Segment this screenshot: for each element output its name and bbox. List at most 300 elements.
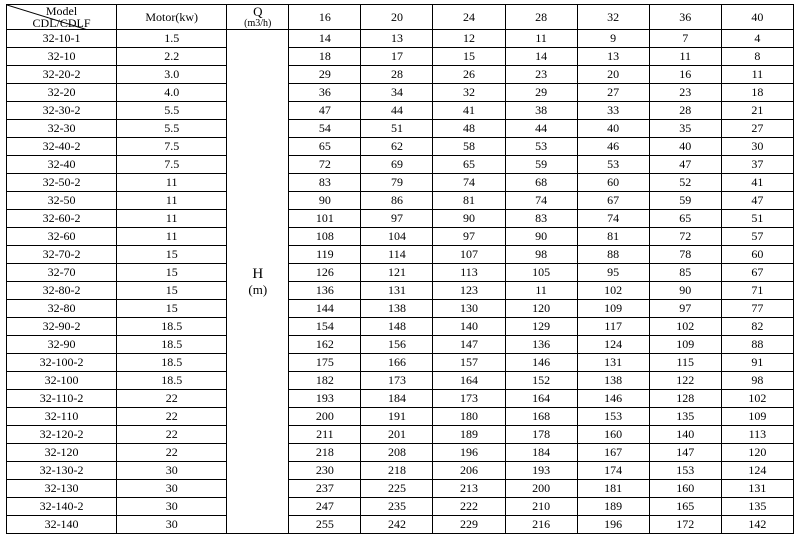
head-value-cell: 14 [505, 48, 577, 66]
head-value-cell: 78 [649, 246, 721, 264]
model-cell: 32-50-2 [7, 174, 117, 192]
table-row [7, 462, 794, 480]
head-value-cell: 32 [433, 84, 505, 102]
motor-power-cell: 11 [117, 174, 227, 192]
head-value-cell: 175 [289, 354, 361, 372]
head-value-cell: 65 [433, 156, 505, 174]
head-value-cell: 82 [721, 318, 793, 336]
flow-column-20: 20 [361, 5, 433, 30]
head-value-cell: 85 [649, 264, 721, 282]
head-value-cell: 216 [505, 516, 577, 534]
head-value-cell: 83 [289, 174, 361, 192]
table-row [7, 480, 794, 498]
head-value-cell: 13 [577, 48, 649, 66]
head-value-cell: 44 [361, 102, 433, 120]
head-value-cell: 7 [649, 30, 721, 48]
head-value-cell: 90 [505, 228, 577, 246]
model-cell: 32-50 [7, 192, 117, 210]
table-row [7, 210, 794, 228]
model-cell: 32-80-2 [7, 282, 117, 300]
head-value-cell: 83 [505, 210, 577, 228]
model-cell: 32-110 [7, 408, 117, 426]
head-value-cell: 146 [577, 390, 649, 408]
head-value-cell: 91 [721, 354, 793, 372]
head-value-cell: 41 [433, 102, 505, 120]
head-value-cell: 71 [721, 282, 793, 300]
head-value-cell: 33 [577, 102, 649, 120]
head-value-cell: 23 [649, 84, 721, 102]
model-cell: 32-100-2 [7, 354, 117, 372]
model-cell: 32-40-2 [7, 138, 117, 156]
head-value-cell: 95 [577, 264, 649, 282]
head-value-cell: 69 [361, 156, 433, 174]
head-value-cell: 30 [721, 138, 793, 156]
flow-unit: (m3/h) [244, 17, 272, 29]
table-row [7, 408, 794, 426]
table-row [7, 372, 794, 390]
table-row [7, 192, 794, 210]
head-value-cell: 18 [289, 48, 361, 66]
head-value-cell: 60 [577, 174, 649, 192]
flow-column-40: 40 [721, 5, 793, 30]
head-value-cell: 140 [649, 426, 721, 444]
head-value-cell: 135 [649, 408, 721, 426]
table-body [7, 30, 794, 534]
head-value-cell: 165 [649, 498, 721, 516]
head-value-cell: 121 [361, 264, 433, 282]
head-value-cell: 211 [289, 426, 361, 444]
model-cell: 32-80 [7, 300, 117, 318]
head-value-cell: 196 [433, 444, 505, 462]
head-value-cell: 189 [433, 426, 505, 444]
head-value-cell: 120 [721, 444, 793, 462]
motor-power-cell: 18.5 [117, 318, 227, 336]
head-value-cell: 59 [649, 192, 721, 210]
head-value-cell: 47 [721, 192, 793, 210]
model-cell: 32-70-2 [7, 246, 117, 264]
head-value-cell: 11 [721, 66, 793, 84]
table-row [7, 48, 794, 66]
head-value-cell: 98 [721, 372, 793, 390]
head-value-cell: 59 [505, 156, 577, 174]
table-row [7, 138, 794, 156]
flow-column-32: 32 [577, 5, 649, 30]
head-value-cell: 193 [289, 390, 361, 408]
head-value-cell: 46 [577, 138, 649, 156]
head-value-cell: 191 [361, 408, 433, 426]
head-value-cell: 40 [649, 138, 721, 156]
table-row [7, 426, 794, 444]
head-value-cell: 90 [649, 282, 721, 300]
head-value-cell: 162 [289, 336, 361, 354]
head-value-cell: 200 [289, 408, 361, 426]
head-value-cell: 178 [505, 426, 577, 444]
flow-column-28: 28 [505, 5, 577, 30]
head-value-cell: 67 [577, 192, 649, 210]
model-header-bottom: CDL/CDLF [32, 15, 91, 30]
head-unit: (m) [248, 281, 268, 297]
head-value-cell: 72 [649, 228, 721, 246]
model-header-cell [7, 5, 117, 30]
motor-power-cell: 7.5 [117, 156, 227, 174]
motor-power-cell: 18.5 [117, 372, 227, 390]
head-value-cell: 131 [361, 282, 433, 300]
table-row [7, 120, 794, 138]
motor-power-cell: 7.5 [117, 138, 227, 156]
motor-power-cell: 30 [117, 498, 227, 516]
head-value-cell: 200 [505, 480, 577, 498]
head-value-cell: 147 [433, 336, 505, 354]
head-value-cell: 108 [289, 228, 361, 246]
motor-power-cell: 18.5 [117, 354, 227, 372]
head-value-cell: 16 [649, 66, 721, 84]
head-value-cell: 72 [289, 156, 361, 174]
model-cell: 32-140 [7, 516, 117, 534]
head-value-cell: 114 [361, 246, 433, 264]
head-value-cell: 167 [577, 444, 649, 462]
head-value-cell: 218 [361, 462, 433, 480]
head-value-cell: 113 [433, 264, 505, 282]
head-value-cell: 181 [577, 480, 649, 498]
head-value-cell: 15 [433, 48, 505, 66]
head-value-cell: 182 [289, 372, 361, 390]
motor-power-cell: 15 [117, 246, 227, 264]
head-value-cell: 213 [433, 480, 505, 498]
head-value-cell: 97 [433, 228, 505, 246]
head-value-cell: 102 [649, 318, 721, 336]
head-value-cell: 88 [721, 336, 793, 354]
head-value-cell: 138 [577, 372, 649, 390]
head-value-cell: 101 [289, 210, 361, 228]
head-value-cell: 27 [721, 120, 793, 138]
head-value-cell: 65 [289, 138, 361, 156]
head-value-cell: 235 [361, 498, 433, 516]
head-value-cell: 184 [505, 444, 577, 462]
head-value-cell: 53 [577, 156, 649, 174]
head-value-cell: 60 [721, 246, 793, 264]
model-cell: 32-140-2 [7, 498, 117, 516]
model-cell: 32-30-2 [7, 102, 117, 120]
head-value-cell: 102 [577, 282, 649, 300]
motor-power-cell: 11 [117, 192, 227, 210]
head-value-cell: 189 [577, 498, 649, 516]
head-value-cell: 119 [289, 246, 361, 264]
head-value-cell: 126 [289, 264, 361, 282]
model-cell: 32-30 [7, 120, 117, 138]
motor-power-cell: 22 [117, 390, 227, 408]
model-cell: 32-20 [7, 84, 117, 102]
table-row [7, 300, 794, 318]
head-value-cell: 62 [361, 138, 433, 156]
head-value-cell: 29 [289, 66, 361, 84]
head-value-cell: 255 [289, 516, 361, 534]
table-row [7, 264, 794, 282]
head-value-cell: 153 [649, 462, 721, 480]
head-value-cell: 97 [361, 210, 433, 228]
head-value-cell: 21 [721, 102, 793, 120]
head-value-cell: 173 [433, 390, 505, 408]
motor-power-cell: 22 [117, 426, 227, 444]
head-value-cell: 20 [577, 66, 649, 84]
motor-power-cell: 30 [117, 480, 227, 498]
motor-power-cell: 30 [117, 462, 227, 480]
table-row [7, 66, 794, 84]
head-value-cell: 41 [721, 174, 793, 192]
head-value-cell: 115 [649, 354, 721, 372]
head-value-cell: 168 [505, 408, 577, 426]
head-value-cell: 74 [433, 174, 505, 192]
head-value-cell: 184 [361, 390, 433, 408]
model-cell: 32-10-1 [7, 30, 117, 48]
table-row [7, 282, 794, 300]
table-row [7, 30, 794, 48]
head-value-cell: 208 [361, 444, 433, 462]
head-value-cell: 124 [577, 336, 649, 354]
head-value-cell: 120 [505, 300, 577, 318]
head-value-cell: 166 [361, 354, 433, 372]
head-value-cell: 130 [433, 300, 505, 318]
table-row [7, 444, 794, 462]
head-value-cell: 138 [361, 300, 433, 318]
head-value-cell: 9 [577, 30, 649, 48]
head-value-cell: 160 [577, 426, 649, 444]
head-axis-cell [227, 30, 289, 534]
head-value-cell: 79 [361, 174, 433, 192]
head-value-cell: 123 [433, 282, 505, 300]
head-value-cell: 140 [433, 318, 505, 336]
head-value-cell: 105 [505, 264, 577, 282]
head-value-cell: 218 [289, 444, 361, 462]
head-value-cell: 102 [721, 390, 793, 408]
model-cell: 32-40 [7, 156, 117, 174]
head-value-cell: 51 [721, 210, 793, 228]
head-value-cell: 11 [505, 282, 577, 300]
head-value-cell: 174 [577, 462, 649, 480]
head-value-cell: 172 [649, 516, 721, 534]
flow-symbol: Q [253, 4, 263, 19]
table-row [7, 390, 794, 408]
head-value-cell: 122 [649, 372, 721, 390]
head-value-cell: 57 [721, 228, 793, 246]
head-value-cell: 160 [649, 480, 721, 498]
head-value-cell: 34 [361, 84, 433, 102]
head-value-cell: 47 [289, 102, 361, 120]
head-value-cell: 11 [505, 30, 577, 48]
head-value-cell: 28 [649, 102, 721, 120]
head-value-cell: 68 [505, 174, 577, 192]
model-cell: 32-20-2 [7, 66, 117, 84]
head-value-cell: 247 [289, 498, 361, 516]
head-value-cell: 136 [289, 282, 361, 300]
flow-column-24: 24 [433, 5, 505, 30]
motor-power-cell: 4.0 [117, 84, 227, 102]
head-value-cell: 65 [649, 210, 721, 228]
model-cell: 32-60 [7, 228, 117, 246]
head-value-cell: 148 [361, 318, 433, 336]
motor-power-cell: 15 [117, 264, 227, 282]
head-value-cell: 53 [505, 138, 577, 156]
motor-power-cell: 11 [117, 210, 227, 228]
table-row [7, 156, 794, 174]
table-row [7, 174, 794, 192]
head-value-cell: 173 [361, 372, 433, 390]
head-value-cell: 74 [577, 210, 649, 228]
head-value-cell: 193 [505, 462, 577, 480]
head-value-cell: 124 [721, 462, 793, 480]
motor-power-cell: 18.5 [117, 336, 227, 354]
head-value-cell: 104 [361, 228, 433, 246]
model-cell: 32-10 [7, 48, 117, 66]
head-value-cell: 146 [505, 354, 577, 372]
table-header [7, 5, 794, 30]
model-cell: 32-130-2 [7, 462, 117, 480]
head-value-cell: 47 [649, 156, 721, 174]
head-value-cell: 164 [433, 372, 505, 390]
motor-power-cell: 15 [117, 282, 227, 300]
head-value-cell: 222 [433, 498, 505, 516]
head-value-cell: 81 [577, 228, 649, 246]
head-value-cell: 90 [289, 192, 361, 210]
head-value-cell: 81 [433, 192, 505, 210]
head-value-cell: 35 [649, 120, 721, 138]
head-value-cell: 136 [505, 336, 577, 354]
head-value-cell: 58 [433, 138, 505, 156]
model-cell: 32-120-2 [7, 426, 117, 444]
head-value-cell: 147 [649, 444, 721, 462]
head-value-cell: 8 [721, 48, 793, 66]
table-row [7, 354, 794, 372]
table-row [7, 516, 794, 534]
head-value-cell: 164 [505, 390, 577, 408]
head-value-cell: 109 [721, 408, 793, 426]
head-value-cell: 117 [577, 318, 649, 336]
head-value-cell: 225 [361, 480, 433, 498]
head-value-cell: 144 [289, 300, 361, 318]
head-value-cell: 52 [649, 174, 721, 192]
head-value-cell: 18 [721, 84, 793, 102]
table-row [7, 318, 794, 336]
head-value-cell: 51 [361, 120, 433, 138]
head-symbol: H [252, 265, 264, 282]
flow-column-16: 16 [289, 5, 361, 30]
head-value-cell: 109 [649, 336, 721, 354]
head-value-cell: 86 [361, 192, 433, 210]
head-value-cell: 154 [289, 318, 361, 336]
model-cell: 32-110-2 [7, 390, 117, 408]
header-row [7, 5, 794, 30]
head-value-cell: 107 [433, 246, 505, 264]
head-value-cell: 131 [577, 354, 649, 372]
head-value-cell: 242 [361, 516, 433, 534]
motor-power-cell: 3.0 [117, 66, 227, 84]
head-value-cell: 180 [433, 408, 505, 426]
model-cell: 32-100 [7, 372, 117, 390]
model-cell: 32-120 [7, 444, 117, 462]
head-value-cell: 230 [289, 462, 361, 480]
head-value-cell: 38 [505, 102, 577, 120]
motor-power-cell: 11 [117, 228, 227, 246]
head-value-cell: 54 [289, 120, 361, 138]
head-value-cell: 152 [505, 372, 577, 390]
head-value-cell: 109 [577, 300, 649, 318]
head-value-cell: 97 [649, 300, 721, 318]
head-value-cell: 113 [721, 426, 793, 444]
head-value-cell: 206 [433, 462, 505, 480]
model-cell: 32-70 [7, 264, 117, 282]
table-row [7, 498, 794, 516]
head-value-cell: 229 [433, 516, 505, 534]
head-value-cell: 153 [577, 408, 649, 426]
head-value-cell: 210 [505, 498, 577, 516]
head-value-cell: 26 [433, 66, 505, 84]
head-value-cell: 44 [505, 120, 577, 138]
head-value-cell: 77 [721, 300, 793, 318]
head-value-cell: 14 [289, 30, 361, 48]
head-value-cell: 36 [289, 84, 361, 102]
motor-power-cell: 22 [117, 444, 227, 462]
head-value-cell: 13 [361, 30, 433, 48]
motor-power-cell: 22 [117, 408, 227, 426]
head-value-cell: 201 [361, 426, 433, 444]
head-value-cell: 48 [433, 120, 505, 138]
flow-column-36: 36 [649, 5, 721, 30]
table-row [7, 228, 794, 246]
head-value-cell: 74 [505, 192, 577, 210]
head-value-cell: 135 [721, 498, 793, 516]
head-value-cell: 98 [505, 246, 577, 264]
table-row [7, 246, 794, 264]
table-row [7, 84, 794, 102]
head-value-cell: 28 [361, 66, 433, 84]
head-value-cell: 67 [721, 264, 793, 282]
model-cell: 32-90-2 [7, 318, 117, 336]
head-value-cell: 4 [721, 30, 793, 48]
motor-power-cell: 15 [117, 300, 227, 318]
motor-header: Motor(kw) [117, 5, 227, 30]
head-value-cell: 237 [289, 480, 361, 498]
head-value-cell: 23 [505, 66, 577, 84]
motor-power-cell: 2.2 [117, 48, 227, 66]
motor-power-cell: 1.5 [117, 30, 227, 48]
flow-rate-header [227, 5, 289, 30]
head-value-cell: 40 [577, 120, 649, 138]
head-value-cell: 37 [721, 156, 793, 174]
head-value-cell: 157 [433, 354, 505, 372]
head-value-cell: 27 [577, 84, 649, 102]
table-row [7, 102, 794, 120]
model-cell: 32-130 [7, 480, 117, 498]
pump-performance-table [6, 4, 794, 534]
model-cell: 32-60-2 [7, 210, 117, 228]
motor-power-cell: 5.5 [117, 120, 227, 138]
head-value-cell: 90 [433, 210, 505, 228]
head-value-cell: 129 [505, 318, 577, 336]
head-value-cell: 131 [721, 480, 793, 498]
head-value-cell: 88 [577, 246, 649, 264]
head-value-cell: 17 [361, 48, 433, 66]
head-value-cell: 11 [649, 48, 721, 66]
head-value-cell: 196 [577, 516, 649, 534]
head-value-cell: 142 [721, 516, 793, 534]
head-value-cell: 29 [505, 84, 577, 102]
head-value-cell: 128 [649, 390, 721, 408]
head-value-cell: 156 [361, 336, 433, 354]
motor-power-cell: 5.5 [117, 102, 227, 120]
motor-power-cell: 30 [117, 516, 227, 534]
model-cell: 32-90 [7, 336, 117, 354]
table-row [7, 336, 794, 354]
model-header-top: Model [45, 4, 78, 18]
